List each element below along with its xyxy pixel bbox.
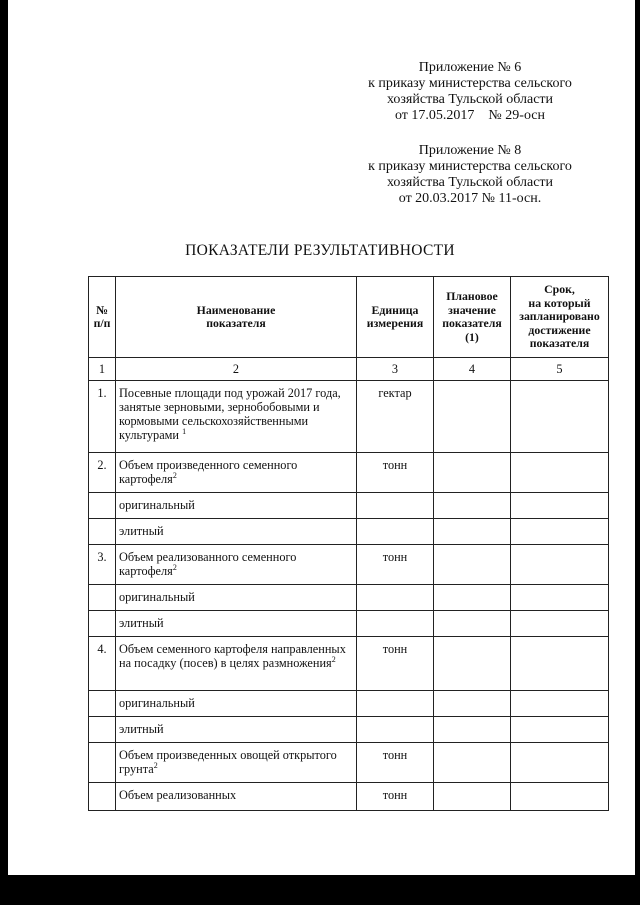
plan-value-cell: [434, 611, 511, 637]
term-cell: [511, 611, 609, 637]
header-name: Наименование показателя: [116, 277, 357, 358]
table-row: [89, 493, 609, 519]
header-unit: Единица измерения: [357, 277, 434, 358]
scan-right-edge: [635, 0, 640, 875]
indicator-name: Объем произведенного семенного картофеля$^2$: [116, 453, 357, 493]
appendix-6-date: от 17.05.2017 № 29-осн: [394, 108, 545, 123]
header-num: № п/п: [89, 277, 116, 358]
unit-cell: [357, 611, 434, 637]
column-number: 5: [511, 358, 609, 381]
plan-value-cell: [434, 493, 511, 519]
plan-value-cell: [434, 637, 511, 691]
plan-value-cell: [434, 717, 511, 743]
column-number: 2: [116, 358, 357, 381]
indicator-name: элитный: [116, 519, 357, 545]
table-row: [89, 691, 609, 717]
plan-value-cell: [434, 381, 511, 453]
document-title: ПОКАЗАТЕЛИ РЕЗУЛЬТАТИВНОСТИ: [185, 242, 455, 259]
term-cell: [511, 783, 609, 811]
plan-value-cell: [434, 453, 511, 493]
appendix-8-block: [350, 143, 590, 207]
indicator-name: элитный: [116, 717, 357, 743]
term-cell: [511, 453, 609, 493]
table-row: [89, 743, 609, 783]
unit-cell: тонн: [357, 783, 434, 811]
table-row: [89, 637, 609, 691]
row-number: [89, 519, 116, 545]
appendix-6-block: [350, 60, 590, 124]
row-number: [89, 743, 116, 783]
term-cell: [511, 381, 609, 453]
indicator-name: Объем семенного картофеля направленных на посадку (посев) в целях размножения$^2$: [116, 637, 357, 691]
term-cell: [511, 545, 609, 585]
row-number: [89, 691, 116, 717]
row-number: [89, 611, 116, 637]
unit-cell: [357, 717, 434, 743]
indicator-name: Объем реализованного семенного картофеля$^2$: [116, 545, 357, 585]
footnote-mark: 2: [172, 562, 177, 572]
unit-cell: [357, 519, 434, 545]
term-cell: [511, 691, 609, 717]
indicator-name: оригинальный: [116, 493, 357, 519]
indicator-name: элитный: [116, 611, 357, 637]
indicator-name: оригинальный: [116, 691, 357, 717]
appendix-6-title: Приложение № 6: [418, 60, 522, 75]
row-number: [89, 493, 116, 519]
unit-cell: тонн: [357, 453, 434, 493]
row-number: 3.: [89, 545, 116, 585]
scan-left-edge: [0, 0, 8, 875]
plan-value-cell: [434, 743, 511, 783]
indicator-name: Объем произведенных овощей открытого грунта$^2$: [116, 743, 357, 783]
plan-value-cell: [434, 545, 511, 585]
indicators-table: [88, 276, 609, 811]
row-number: 2.: [89, 453, 116, 493]
plan-value-cell: [434, 691, 511, 717]
table-row: [89, 519, 609, 545]
appendix-6-line3: хозяйства Тульской области: [386, 92, 554, 107]
unit-cell: тонн: [357, 637, 434, 691]
table-header-row: [89, 277, 609, 358]
plan-value-cell: [434, 783, 511, 811]
plan-value-cell: [434, 585, 511, 611]
footnote-mark: 2: [172, 470, 177, 480]
header-term: Срок, на который запланировано достижение показателя: [511, 277, 609, 358]
header-plan-value: Плановое значение показателя (1): [434, 277, 511, 358]
unit-cell: гектар: [357, 381, 434, 453]
unit-cell: тонн: [357, 545, 434, 585]
table-row: [89, 611, 609, 637]
appendix-8-date: от 20.03.2017 № 11-осн.: [398, 191, 542, 206]
row-number: [89, 783, 116, 811]
unit-cell: [357, 493, 434, 519]
unit-cell: [357, 585, 434, 611]
table-row: [89, 585, 609, 611]
appendix-8-title: Приложение № 8: [418, 143, 522, 158]
table-row: [89, 381, 609, 453]
appendix-8-line3: хозяйства Тульской области: [386, 175, 554, 190]
column-number: 4: [434, 358, 511, 381]
column-numbers-row: [89, 358, 609, 381]
row-number: [89, 717, 116, 743]
unit-cell: [357, 691, 434, 717]
indicator-name: Объем реализованных: [116, 783, 357, 811]
appendix-8-line2: к приказу министерства сельского: [368, 159, 572, 174]
plan-value-cell: [434, 519, 511, 545]
column-number: 1: [89, 358, 116, 381]
table-row: [89, 717, 609, 743]
row-number: 1.: [89, 381, 116, 453]
table-row: [89, 783, 609, 811]
term-cell: [511, 519, 609, 545]
term-cell: [511, 637, 609, 691]
unit-cell: тонн: [357, 743, 434, 783]
column-number: 3: [357, 358, 434, 381]
indicator-name: Посевные площади под урожай 2017 года, занятые зерновыми, зернобобовыми и кормовыми сельскохозяйственными культурами $^1$: [116, 381, 357, 453]
footnote-mark: 1: [182, 426, 187, 436]
term-cell: [511, 585, 609, 611]
term-cell: [511, 743, 609, 783]
table-row: [89, 453, 609, 493]
indicator-name: оригинальный: [116, 585, 357, 611]
term-cell: [511, 717, 609, 743]
appendix-6-line2: к приказу министерства сельского: [368, 76, 572, 91]
row-number: 4.: [89, 637, 116, 691]
row-number: [89, 585, 116, 611]
table-row: [89, 545, 609, 585]
footnote-mark: 2: [331, 654, 336, 664]
footnote-mark: 2: [153, 760, 158, 770]
term-cell: [511, 493, 609, 519]
scan-bottom-band: [0, 875, 640, 905]
